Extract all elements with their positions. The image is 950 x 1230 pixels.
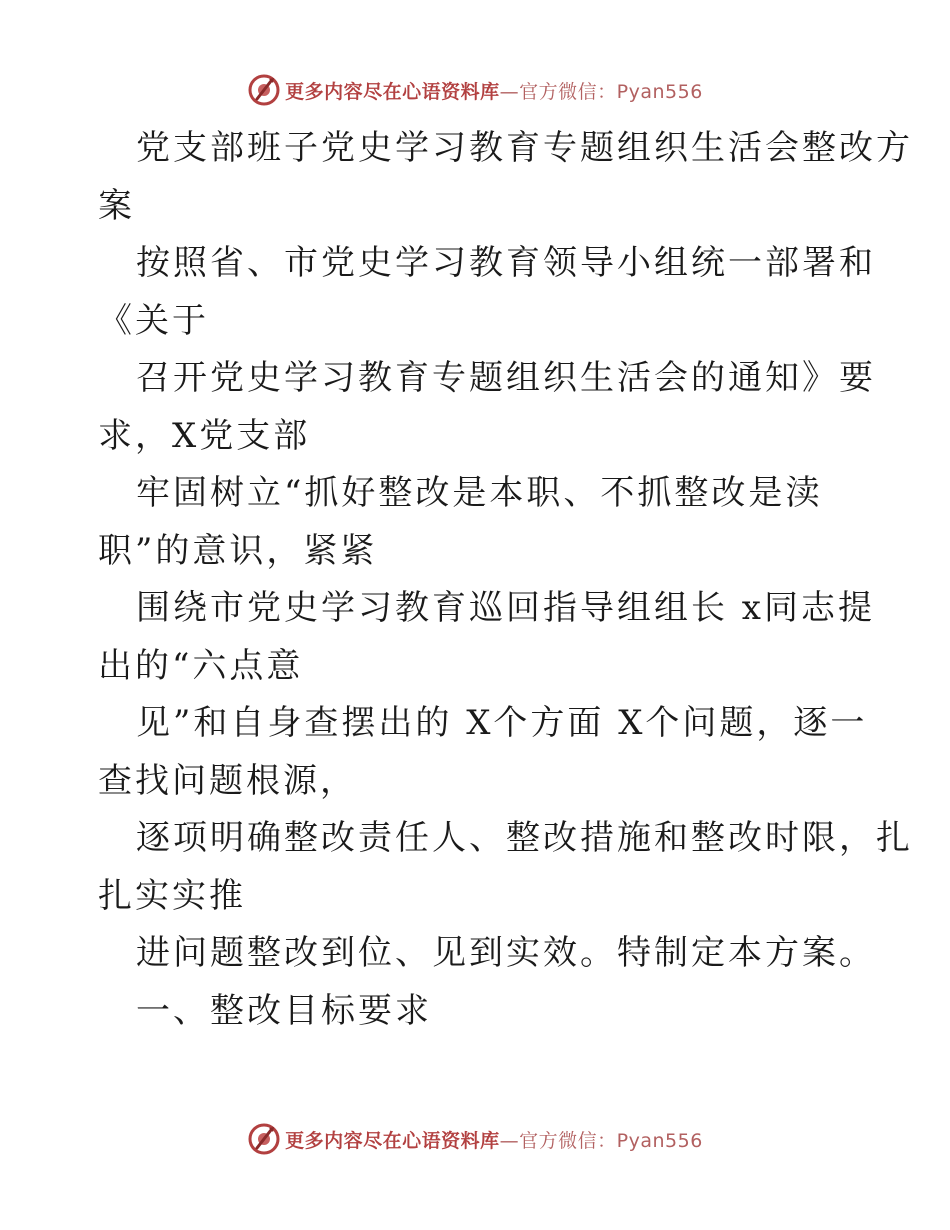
text-line: 扎实实推 — [98, 875, 246, 916]
text-line: 党支部班子党史学习教育专题组织生活会整改方 — [136, 128, 913, 168]
text-line: 牢固树立“抓好整改是本职、不抓整改是渎 — [136, 473, 823, 513]
watermark-text — [285, 1126, 703, 1153]
text-line: 案 — [98, 185, 135, 226]
text-line: 出的“六点意 — [98, 645, 304, 686]
header-watermark — [0, 70, 950, 110]
watermark-contact: —官方微信：Pyan556 — [499, 1129, 703, 1152]
watermark-contact: —官方微信：Pyan556 — [499, 80, 703, 103]
brand-logo-icon — [247, 73, 281, 107]
text-line: 围绕市党史学习教育巡回指导组组长 x同志提 — [136, 588, 875, 628]
watermark-text — [285, 77, 703, 104]
text-line: 见”和自身查摆出的 X个方面 X个问题，逐一 — [136, 703, 868, 743]
brand-logo-icon — [247, 1122, 281, 1156]
document-body — [98, 120, 913, 1040]
text-line: 逐项明确整改责任人、整改措施和整改时限，扎 — [136, 818, 913, 858]
text-line: 求，X党支部 — [98, 415, 311, 456]
watermark-brand: 更多内容尽在心语资料库 — [285, 80, 500, 103]
watermark-brand: 更多内容尽在心语资料库 — [285, 1129, 500, 1152]
text-line: 查找问题根源， — [98, 760, 357, 801]
text-line: 《关于 — [98, 300, 209, 341]
text-line: 召开党史学习教育专题组织生活会的通知》要 — [136, 358, 876, 398]
footer-watermark — [0, 1119, 950, 1159]
section-heading: 一、整改目标要求 — [136, 990, 432, 1031]
text-line: 职”的意识，紧紧 — [98, 530, 378, 571]
text-line: 进问题整改到位、见到实效。特制定本方案。 — [136, 933, 876, 973]
text-line: 按照省、市党史学习教育领导小组统一部署和 — [136, 243, 876, 283]
